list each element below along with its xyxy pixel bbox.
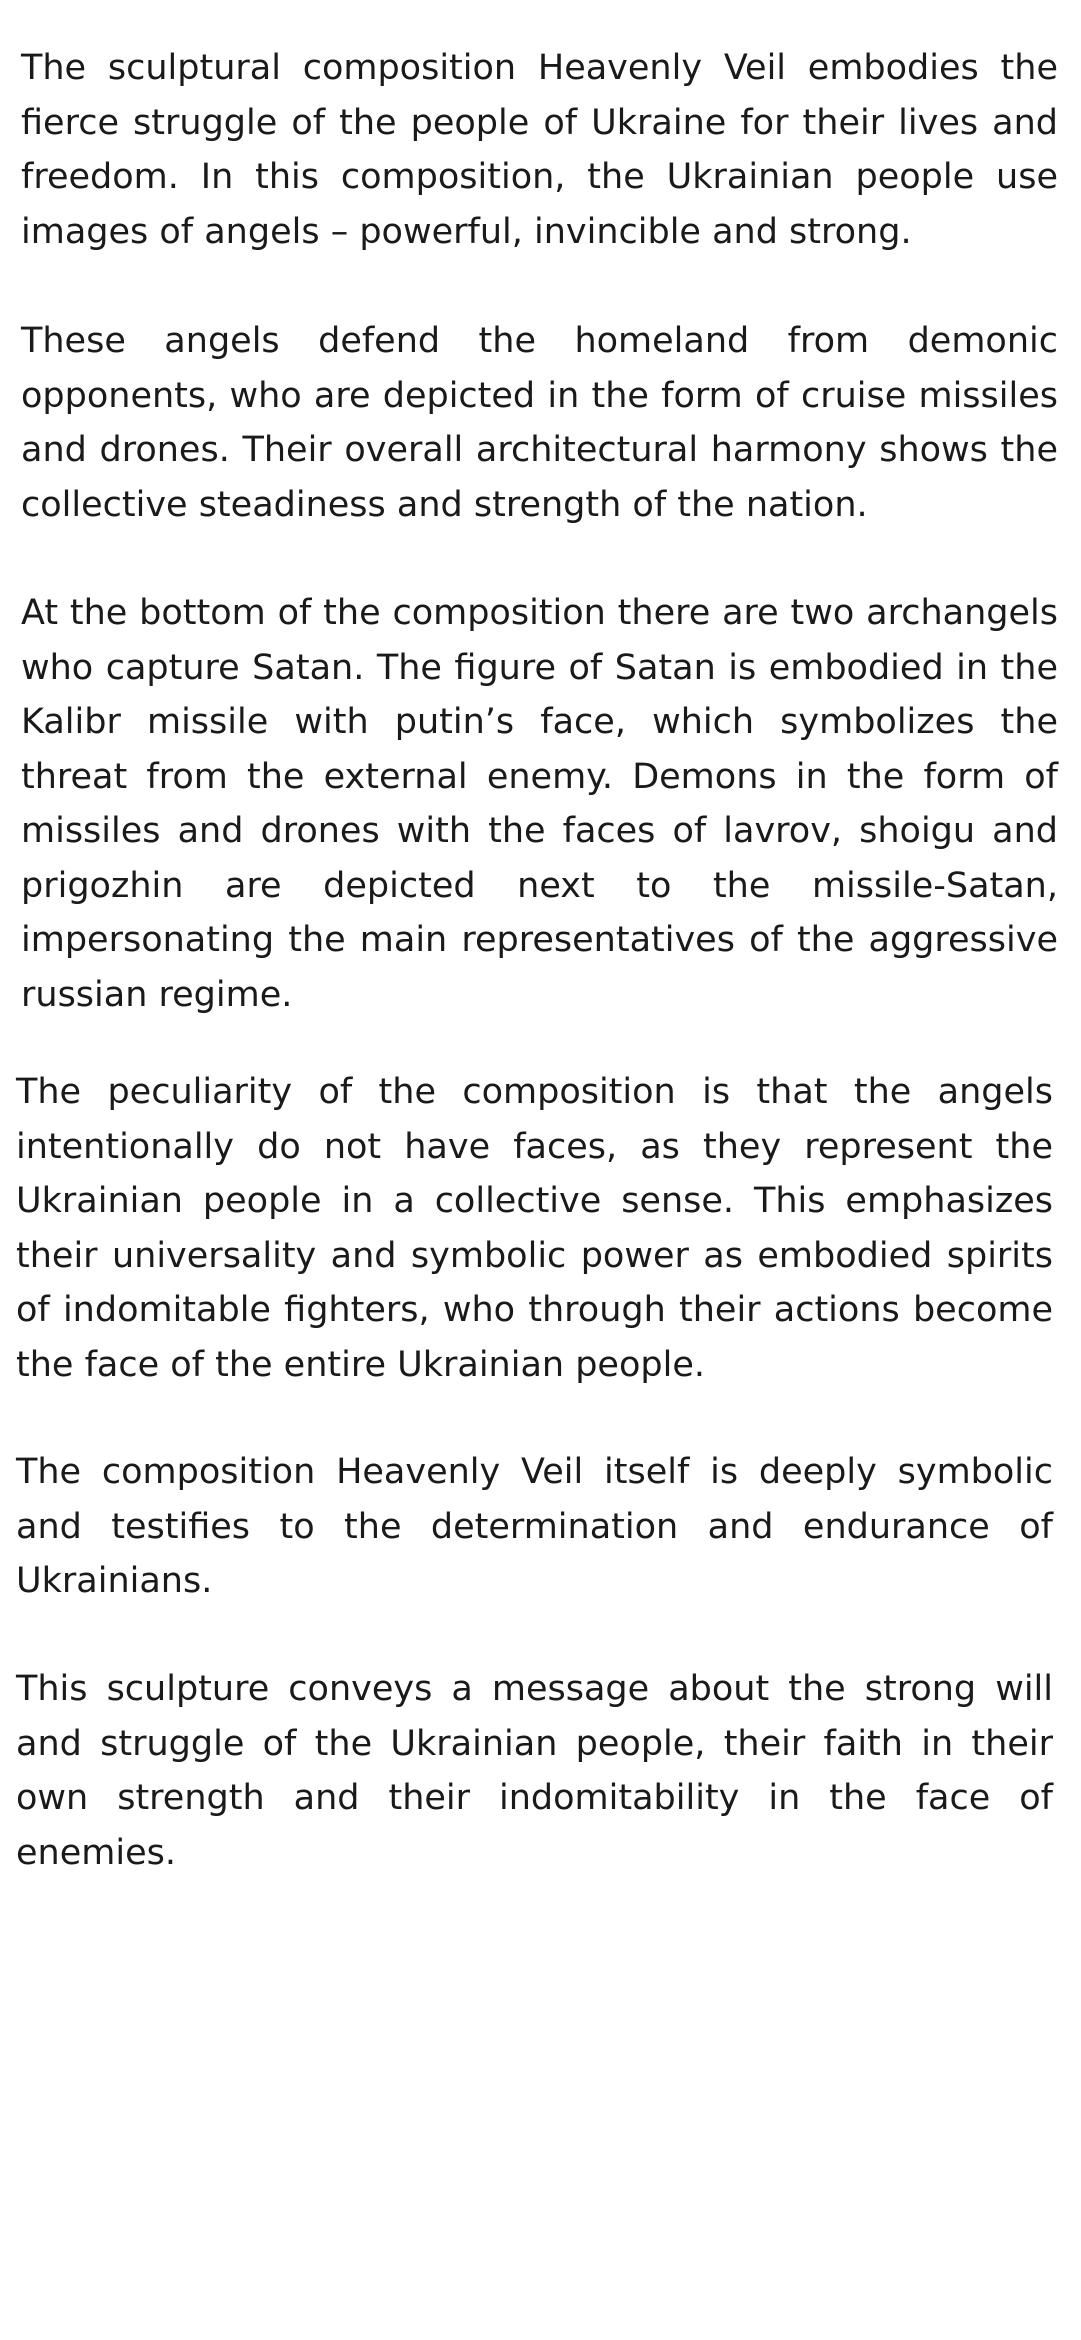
paragraph-angels-defend: These angels defend the homeland from demonic opponents, who are depicted in the form of cruise missiles and drones. Their overall architectural harmony shows the collective steadiness and strength of the nation. <box>21 321 1058 525</box>
paragraph-faceless-angels: The peculiarity of the composition is that the angels intentionally do not have faces, as they represent the Ukrainian people in a collective sense. This emphasizes their universality and symbolic power as embodied spirits of indomitable fighters, who through their actions become the face of the entire Ukrainian people. <box>16 1072 1053 1385</box>
paragraph-message: This sculpture conveys a message about the strong will and struggle of the Ukrainian people, their faith in their own strength and their indomitability in the face of enemies. <box>16 1669 1053 1873</box>
paragraph-archangels-satan: At the bottom of the composition there are two archangels who capture Satan. The figure of Satan is embodied in the Kalibr missile with putin’s face, which symbolizes the threat from the external enemy. Demons in the form of missiles and drones with the faces of lavrov, shoigu and prigozhin are depicted next to the missile-Satan, impersonating the main representatives of the aggressive russian regime. <box>21 593 1058 1015</box>
paragraph-symbolism: The composition Heavenly Veil itself is deeply symbolic and testifies to the determination and endurance of Ukrainians. <box>16 1452 1053 1601</box>
paragraph-intro: The sculptural composition Heavenly Veil embodies the fierce struggle of the people of Ukraine for their lives and freedom. In this composition, the Ukrainian people use images of angels – powerful, invincible and strong. <box>21 48 1058 252</box>
